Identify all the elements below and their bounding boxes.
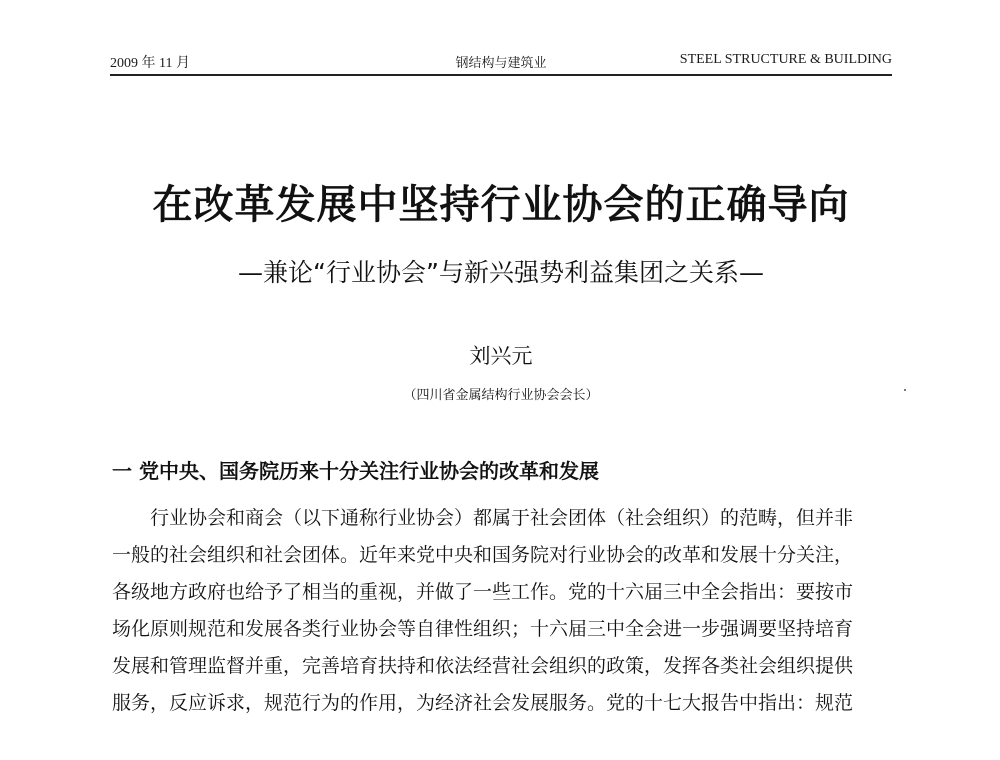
paragraph-line: 一般的社会组织和社会团体。近年来党中央和国务院对行业协会的改革和发展十分关注，	[112, 544, 854, 566]
body-paragraph	[112, 500, 892, 722]
article-subtitle: —兼论“行业协会”与新兴强势利益集团之关系—	[238, 258, 764, 287]
paragraph-line: 服务，反应诉求，规范行为的作用，为经济社会发展服务。党的十七大报告中指出：规范	[112, 692, 854, 714]
running-header	[110, 52, 892, 72]
header-date: 2009 年 11 月	[110, 56, 190, 71]
paragraph-line: 发展和管理监督并重，完善培育扶持和依法经营社会组织的政策，发挥各类社会组织提供	[112, 655, 854, 677]
header-journal-name: 钢结构与建筑业	[455, 56, 547, 71]
author-affiliation: （四川省金属结构行业协会会长）	[403, 388, 599, 403]
scan-speck	[904, 389, 906, 391]
section-heading: 一 党中央、国务院历来十分关注行业协会的改革和发展	[112, 459, 599, 483]
paragraph-line: 行业协会和商会（以下通称行业协会）都属于社会团体（社会组织）的范畴，但并非	[150, 507, 854, 529]
author-name: 刘兴元	[469, 344, 533, 368]
article-title: 在改革发展中坚持行业协会的正确导向	[152, 182, 850, 228]
header-journal-english-name: STEEL STRUCTURE & BUILDING	[679, 52, 892, 67]
paragraph-line: 场化原则规范和发展各类行业协会等自律性组织；十六届三中全会进一步强调要坚持培育	[112, 618, 854, 640]
paragraph-line: 各级地方政府也给予了相当的重视，并做了一些工作。党的十六届三中全会指出：要按市	[112, 581, 854, 603]
header-divider	[110, 74, 892, 76]
